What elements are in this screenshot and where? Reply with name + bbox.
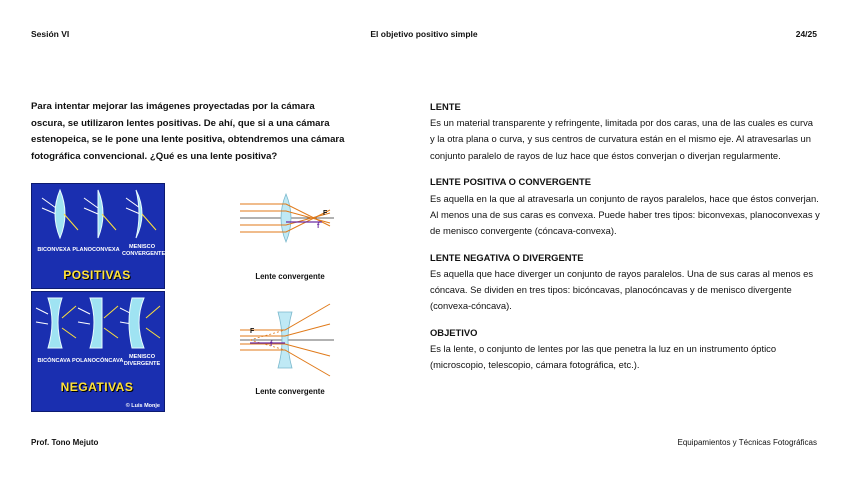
section-objetivo [430, 325, 820, 374]
caption-converging: Lente convergente [255, 272, 325, 281]
label-menisco-convergente: MENISCO CONVERGENTE [122, 244, 166, 257]
slide-title: El objetivo positivo simple [370, 29, 478, 39]
label-biconcava: BICÓNCAVA [37, 358, 71, 364]
session-label: Sesión VI [31, 29, 70, 39]
footer-course: Equipamientos y Técnicas Fotográficas [677, 438, 817, 447]
label-menisco-divergente: MENISCO DIVERGENTE [123, 354, 161, 367]
label-planoconcava: POLANOCÓNCAVA [72, 358, 124, 364]
converging-lens-icon [240, 192, 334, 244]
diverging-lens-icon [240, 300, 334, 380]
intro-paragraph: Para intentar mejorar las imágenes proyectadas por la cámara oscura, se utilizaron lentes positivas. De ahí, que si a una cámara estenopeica, se le pone una lente positiva, obtendremos una cámara fotográfica convencional. ¿Qué es una lente positiva? [31, 101, 345, 162]
caption-diverging: Lente convergente [255, 387, 325, 396]
banner-positivas: POSITIVAS [63, 268, 131, 282]
page-number: 24/25 [795, 29, 817, 39]
section-lente [430, 99, 820, 164]
label-planoconvexa: PLANOCONVEXA [72, 247, 120, 253]
positive-lenses-image [31, 183, 165, 289]
banner-negativas: NEGATIVAS [60, 380, 134, 394]
label-biconvexa: BICONVEXA [37, 247, 71, 253]
focal-length-label: f [317, 223, 320, 230]
image-credit: © Luis Monje [125, 403, 160, 409]
section-lente-positiva [430, 174, 820, 239]
section-body: Es aquella en la que al atravesarla un conjunto de rayos paralelos, hace que éstos converjan. Al menos una de sus caras es convexa. Puede haber tres tipos: biconvexas, planoconvexas y de menisco convergente (cóncava-convexa). [430, 192, 820, 236]
focus-label: F [250, 328, 255, 335]
section-title: OBJETIVO [430, 326, 478, 338]
focus-label: F [323, 210, 328, 217]
section-title: LENTE POSITIVA O CONVERGENTE [430, 176, 591, 188]
converging-lens-diagram [240, 192, 334, 244]
section-body: Es un material transparente y refringente, limitada por dos caras, una de las cuales es curva y la otra plana o curva, y sus centros de curvatura están en el mismo eje. Al atravesarlas un conjunto paralelo de rayos de luz hace que éstos converjan o diverjan regularmente. [430, 117, 814, 161]
diverging-lens-diagram [240, 300, 334, 380]
section-title: LENTE [430, 101, 461, 112]
section-lente-negativa [430, 250, 820, 315]
focal-length-label: f [270, 341, 273, 348]
definitions-column [430, 99, 820, 384]
negative-lenses-image [31, 291, 165, 412]
section-body: Es la lente, o conjunto de lentes por las que penetra la luz en un instrumento óptico (microscopio, telescopio, cámara fotográfica, etc.). [430, 343, 777, 371]
section-title: LENTE NEGATIVA O DIVERGENTE [430, 251, 584, 263]
section-body: Es aquella que hace diverger un conjunto de rayos paralelos. Una de sus caras al menos es cóncava. Se dividen en tres tipos: bicóncavas, planocóncavas y de menisco divergente (convexa-cóncava). [430, 267, 814, 312]
footer-author: Prof. Tono Mejuto [31, 438, 99, 447]
